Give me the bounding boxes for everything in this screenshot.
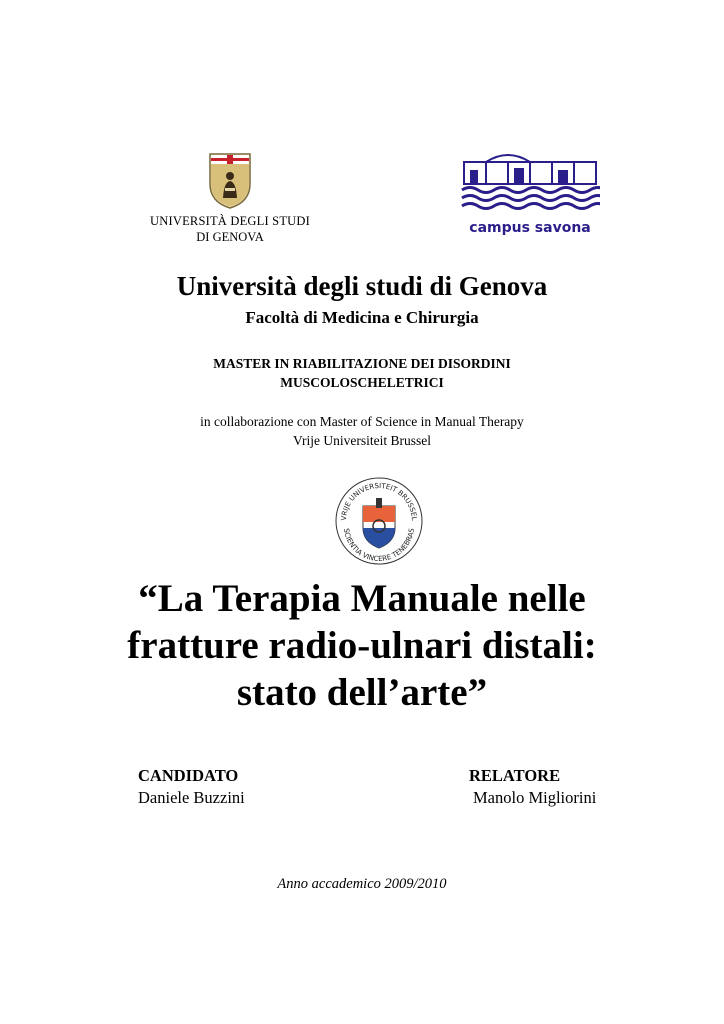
thesis-title-line2: fratture radio-ulnari distali: [127,624,597,667]
master-title-line2: MUSCOLOSCHELETRICI [280,375,444,390]
vub-seal-logo [334,476,424,566]
vub-seal-icon [334,476,424,566]
genova-logo-line2: DI GENOVA [196,230,264,244]
supervisor-name: Manolo Migliorini [473,788,597,807]
campus-savona-caption: campus savona [469,220,591,236]
campus-savona-logo [460,150,600,242]
university-title: Università degli studi di Genova [176,271,548,301]
thesis-title-line1: “La Terapia Manuale nelle [138,577,586,620]
vub-seal-bottom-text: SCIENTIA VINCERE TENEBRAS [342,527,416,564]
campus-savona-building-icon [460,150,600,220]
vub-seal-top-text: VRIJE UNIVERSITEIT BRUSSEL [339,481,419,521]
genova-shield-icon [206,150,254,210]
candidate-name: Daniele Buzzini [138,788,245,807]
faculty-name: Facoltà di Medicina e Chirurgia [245,308,479,327]
master-title-line1: MASTER IN RIABILITAZIONE DEI DISORDINI [213,356,511,371]
academic-year: Anno accademico 2009/2010 [277,876,447,892]
genova-logo-line1: UNIVERSITÀ DEGLI STUDI [150,214,310,228]
collaboration-line1: in collaborazione con Master of Science in Manual Therapy [200,414,524,429]
genova-university-logo [140,150,320,250]
candidate-label: CANDIDATO [138,766,239,785]
supervisor-label: RELATORE [469,766,561,785]
thesis-title-line3: stato dell’arte” [236,671,488,714]
collaboration-line2: Vrije Universiteit Brussel [293,433,431,448]
thesis-title [0,575,724,716]
